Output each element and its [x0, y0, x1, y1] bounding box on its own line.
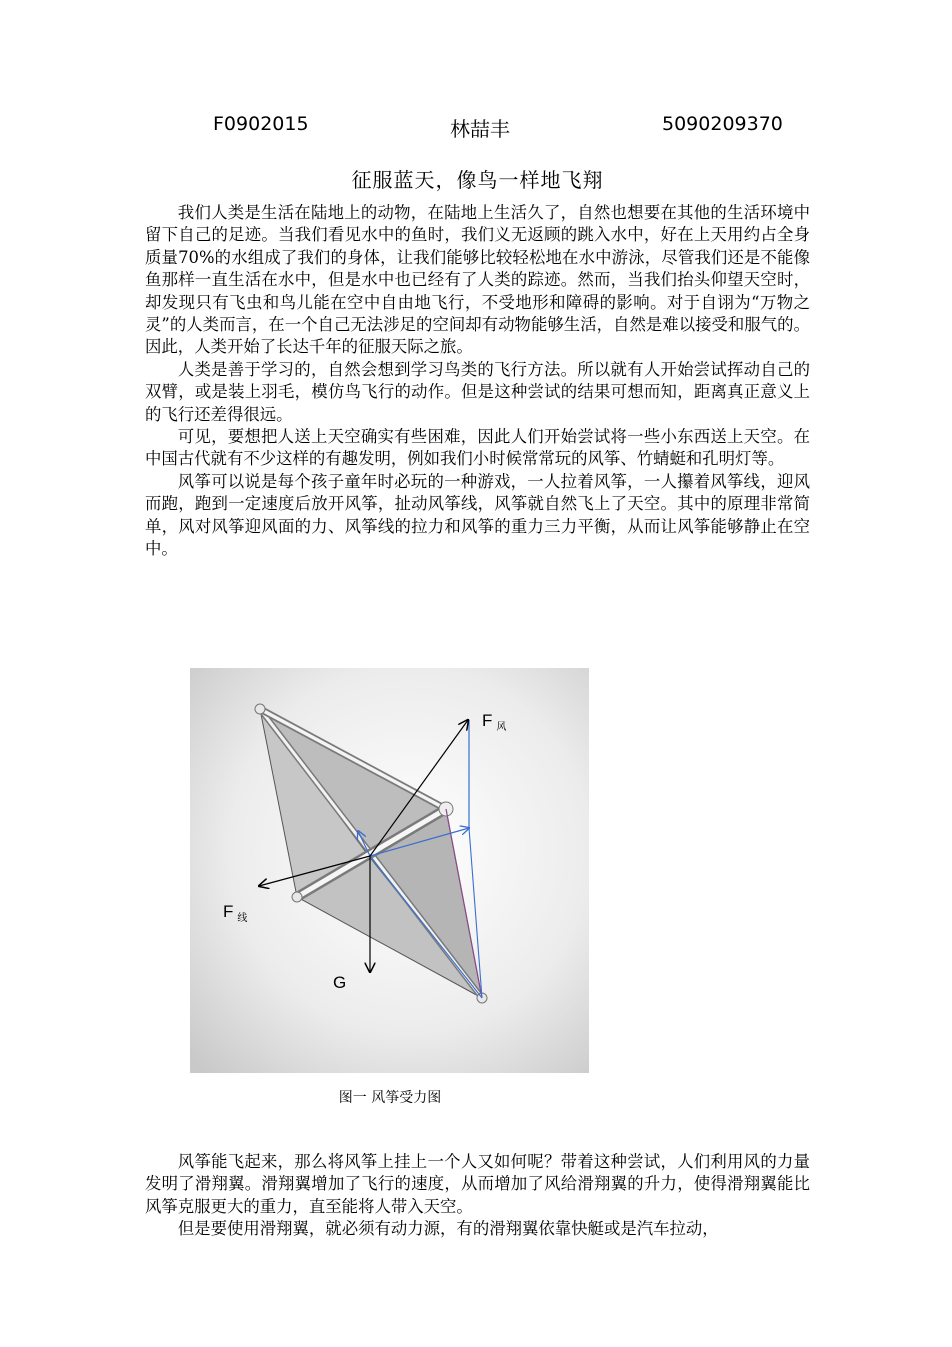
paragraph: 可见，要想把人送上天空确实有些困难，因此人们开始尝试将一些小东西送上天空。在中国古代就有不少这样的有趣发明，例如我们小时候常常玩的风筝、竹蜻蜓和孔明灯等。: [145, 427, 810, 469]
header-row: [145, 113, 810, 143]
gravity-label: G: [333, 973, 347, 992]
figure-caption: 图一 风筝受力图: [338, 1090, 442, 1106]
paragraph: 我们人类是生活在陆地上的动物，在陆地上生活久了，自然也想要在其他的生活环境中留下自己的足迹。当我们看见水中的鱼时，我们义无返顾的跳入水中，好在上天用约占全身质量70%的水组成了我们的身体，让我们能够比较轻松地在水中游泳，尽管我们还是不能像鱼那样一直生活在水中，但是水中也已经有了人类的踪迹。然而，当我们抬头仰望天空时，却发现只有飞虫和鸟儿能在空中自由地飞行，不受地形和障碍的影响。对于自诩为“万物之灵”的人类而言，在一个自己无法涉足的空间却有动物能够生活，自然是难以接受和服气的。因此，人类开始了长达千年的征服天际之旅。: [145, 203, 810, 357]
article-title: 征服蓝天，像鸟一样地飞翔: [351, 168, 604, 192]
kite-force-figure: [190, 668, 589, 1073]
paragraph: 风筝可以说是每个孩子童年时必玩的一种游戏，一人拉着风筝，一人攥着风筝线，迎风而跑，跑到一定速度后放开风筝，扯动风筝线，风筝就自然飞上了天空。其中的原理非常简单，风对风筝迎风面的力、风筝线的拉力和风筝的重力三力平衡，从而让风筝能够静止在空中。: [145, 471, 810, 559]
paragraph: 风筝能飞起来，那么将风筝上挂上一个人又如何呢？带着这种尝试，人们利用风的力量发明了滑翔翼。滑翔翼增加了飞行的速度，从而增加了风给滑翔翼的升力，使得滑翔翼能比风筝克服更大的重力，直至能将人带入天空。: [145, 1152, 810, 1216]
student-id: F0902015: [213, 113, 309, 135]
paragraph: 人类是善于学习的，自然会想到学习鸟类的飞行方法。所以就有人开始尝试挥动自己的双臂，或是装上羽毛，模仿鸟飞行的动作。但是这种尝试的结果可想而知，距离真正意义上的飞行还差得很远。: [145, 359, 810, 424]
body-section-1: [145, 202, 810, 561]
kite-joint-left: [292, 892, 302, 902]
student-number: 5090209370: [662, 113, 783, 135]
line-force-label: F $_线$: [223, 902, 248, 924]
body-section-2: [145, 1151, 810, 1241]
wind-force-label: F $_风$: [482, 711, 507, 733]
student-name: 林喆丰: [450, 117, 510, 141]
paragraph: 但是要使用滑翔翼，就必须有动力源，有的滑翔翼依靠快艇或是汽车拉动，: [177, 1219, 719, 1239]
kite-joint-top: [255, 704, 265, 714]
kite-force-diagram: [190, 668, 589, 1073]
